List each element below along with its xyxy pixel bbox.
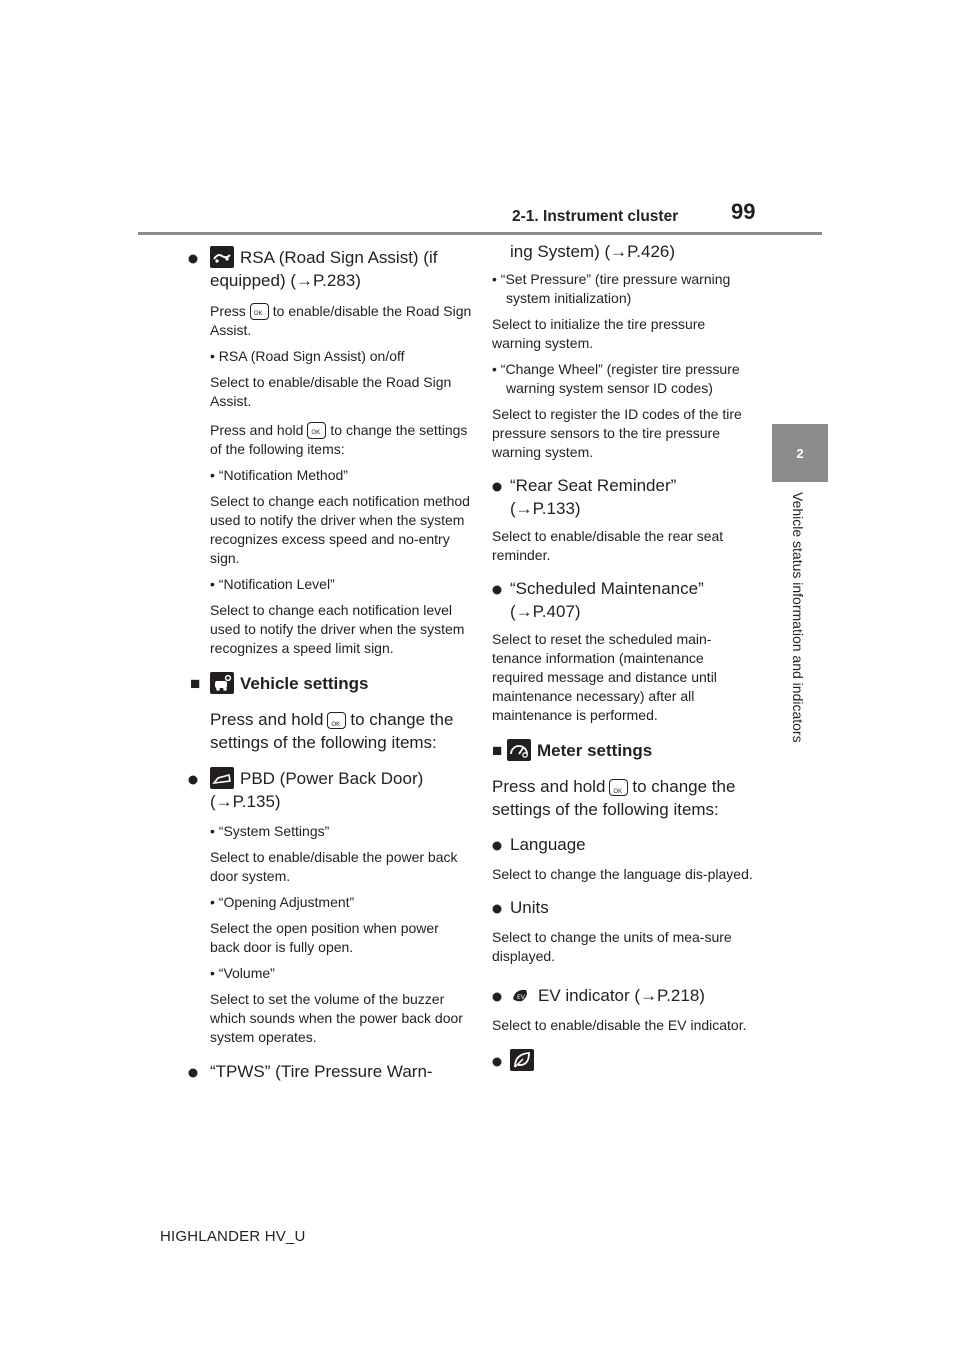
opening-adjustment-desc: Select the open position when power back door is fully open. bbox=[210, 920, 439, 955]
ok-button-icon: OK bbox=[307, 422, 326, 439]
units-desc: Select to change the units of mea-sure displayed. bbox=[492, 929, 732, 964]
bullet-icon bbox=[492, 1057, 502, 1067]
bullet-icon bbox=[492, 904, 502, 914]
language-heading: Language bbox=[492, 833, 754, 856]
rear-seat-heading: “Rear Seat Reminder” (→P.133) bbox=[492, 474, 720, 520]
volume-item: • “Volume” bbox=[210, 965, 275, 981]
system-settings-desc: Select to enable/disable the power back door system. bbox=[210, 849, 458, 884]
eco-leaf-icon bbox=[510, 1049, 534, 1071]
rear-seat-desc: Select to enable/disable the rear seat reminder. bbox=[492, 528, 724, 563]
pbd-heading: PBD (Power Back Door) (→P.135) bbox=[210, 767, 472, 813]
ev-indicator-icon bbox=[510, 985, 534, 1005]
set-pressure-item: • “Set Pressure” (tire pressure warning system initialization) bbox=[492, 271, 731, 306]
rsa-onoff-item: • RSA (Road Sign Assist) on/off bbox=[210, 348, 405, 364]
svg-text:EV: EV bbox=[517, 994, 525, 1001]
volume-desc: Select to set the volume of the buzzer which sounds when the power back door system operates. bbox=[210, 991, 463, 1045]
change-wheel-item: • “Change Wheel” (register tire pressure warning system sensor ID codes) bbox=[492, 361, 740, 396]
vehicle-settings-icon bbox=[210, 672, 234, 694]
meter-settings-heading: ■ Meter settings bbox=[492, 741, 653, 760]
square-marker: ■ bbox=[190, 674, 201, 693]
header-rule bbox=[138, 232, 822, 235]
bullet-icon bbox=[188, 1068, 198, 1078]
footer-model: HIGHLANDER HV_U bbox=[160, 1228, 306, 1245]
units-heading: Units bbox=[492, 896, 754, 919]
notification-method-item: • “Notification Method” bbox=[210, 467, 348, 483]
ok-button-icon: OK bbox=[250, 303, 269, 320]
rsa-hold-text: Press and hold OK to change the settings of the following items: bbox=[210, 422, 468, 457]
scheduled-maintenance-heading: “Scheduled Maintenance” (→P.407) bbox=[492, 577, 750, 623]
bullet-icon bbox=[492, 992, 502, 1002]
set-pressure-desc: Select to initialize the tire pressure warning system. bbox=[492, 316, 706, 351]
tpws-heading: “TPWS” (Tire Pressure Warn- bbox=[210, 1060, 472, 1083]
ok-button-icon: OK bbox=[609, 779, 628, 796]
right-column bbox=[492, 240, 754, 1072]
power-back-door-icon bbox=[210, 767, 234, 789]
rsa-press-text: Press OK to enable/disable the Road Sign Assist. bbox=[210, 303, 472, 338]
ev-indicator-desc: Select to enable/disable the EV indicator. bbox=[492, 1017, 747, 1033]
meter-settings-icon bbox=[507, 739, 531, 761]
vehicle-settings-heading: ■ Vehicle settings bbox=[190, 674, 369, 693]
change-wheel-desc: Select to register the ID codes of the tire pressure sensors to the tire pressure warning system. bbox=[492, 406, 742, 460]
notification-level-item: • “Notification Level” bbox=[210, 576, 335, 592]
language-desc: Select to change the language dis-played. bbox=[492, 866, 753, 882]
chapter-number: 2 bbox=[796, 445, 804, 461]
bullet-icon bbox=[188, 775, 198, 785]
ev-indicator-heading: EV EV indicator (→P.218) bbox=[492, 984, 754, 1007]
rsa-onoff-desc: Select to enable/disable the Road Sign Assist. bbox=[210, 374, 452, 409]
tpws-heading-cont: ing System) (→P.426) bbox=[510, 242, 676, 261]
rsa-heading: RSA (Road Sign Assist) (if equipped) (→P.283) bbox=[210, 246, 465, 292]
chapter-tab bbox=[772, 424, 828, 482]
system-settings-item: • “System Settings” bbox=[210, 823, 330, 839]
bullet-icon bbox=[492, 841, 502, 851]
scheduled-maintenance-desc: Select to reset the scheduled main-tenance information (maintenance required message and distance until maintenance necessary) after all maintenance is performed. bbox=[492, 631, 717, 723]
bullet-icon bbox=[492, 585, 502, 595]
bullet-icon bbox=[492, 482, 502, 492]
ok-button-icon: OK bbox=[327, 712, 346, 729]
section-title: 2-1. Instrument cluster bbox=[512, 208, 679, 225]
bullet-icon bbox=[188, 254, 198, 264]
square-marker: ■ bbox=[492, 741, 503, 760]
meter-hold-text: Press and hold OK to change the settings of the following items: bbox=[492, 777, 736, 819]
notification-level-desc: Select to change each notification level used to notify the driver when the system recognizes a speed limit sign. bbox=[210, 602, 465, 656]
chapter-tab-label: Vehicle status information and indicators bbox=[790, 492, 806, 743]
eco-indicator-heading bbox=[492, 1049, 754, 1072]
page-number: 99 bbox=[731, 199, 756, 224]
left-column bbox=[190, 246, 472, 1083]
road-sign-assist-icon bbox=[210, 246, 234, 268]
notification-method-desc: Select to change each notification method used to notify the driver when the system recognizes excess speed and no-entry sign. bbox=[210, 493, 470, 566]
vehicle-hold-text: Press and hold OK to change the settings of the following items: bbox=[210, 710, 454, 752]
opening-adjustment-item: • “Opening Adjustment” bbox=[210, 894, 355, 910]
